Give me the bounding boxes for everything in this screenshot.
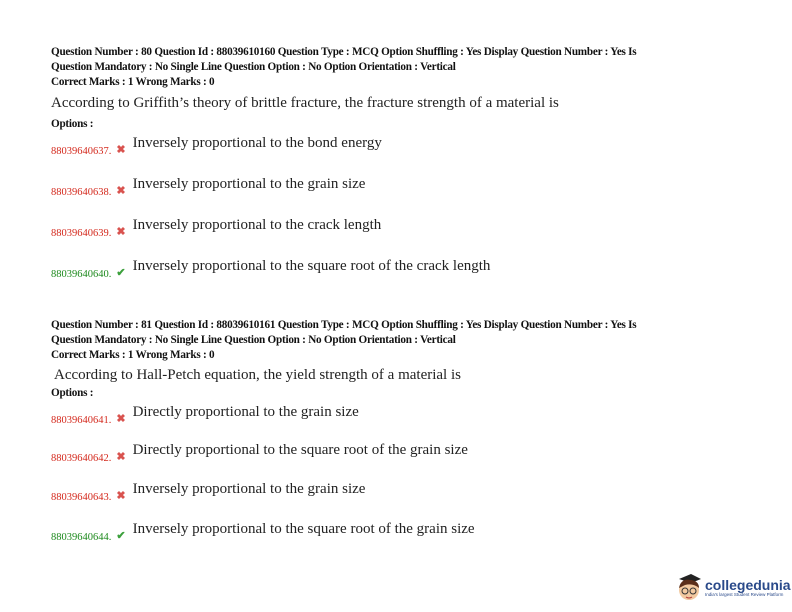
option-text: Inversely proportional to the bond energy bbox=[132, 135, 382, 151]
option-id: 88039640637. bbox=[51, 146, 112, 157]
question-meta-line2: Question Mandatory : No Single Line Question Option : No Option Orientation : Vertical bbox=[51, 61, 456, 73]
option bbox=[51, 217, 382, 239]
option-text: Inversely proportional to the grain size bbox=[132, 176, 366, 192]
mascot-icon bbox=[675, 572, 703, 602]
check-icon: ✔ bbox=[116, 267, 126, 279]
option-correct bbox=[51, 521, 475, 543]
cross-icon: ✖ bbox=[116, 490, 126, 502]
option-id: 88039640639. bbox=[51, 228, 112, 239]
option bbox=[51, 481, 366, 503]
logo-brand: collegedunia bbox=[705, 576, 791, 593]
cross-icon: ✖ bbox=[116, 451, 126, 463]
logo-tagline: India's largest Student Review Platform bbox=[705, 591, 784, 597]
option-correct bbox=[51, 258, 491, 280]
question-marks: Correct Marks : 1 Wrong Marks : 0 bbox=[51, 349, 215, 361]
option-text: Inversely proportional to the grain size bbox=[132, 481, 366, 497]
option-id: 88039640641. bbox=[51, 415, 112, 426]
cross-icon: ✖ bbox=[116, 413, 126, 425]
question-meta-line2: Question Mandatory : No Single Line Question Option : No Option Orientation : Vertical bbox=[51, 334, 456, 346]
options-label: Options : bbox=[51, 118, 94, 130]
option bbox=[51, 442, 468, 464]
option-id: 88039640638. bbox=[51, 187, 112, 198]
option-id: 88039640642. bbox=[51, 453, 112, 464]
question-meta-line1: Question Number : 81 Question Id : 88039610161 Question Type : MCQ Option Shuffling : Yes Display Question Number : Yes Is bbox=[51, 319, 637, 331]
question-marks: Correct Marks : 1 Wrong Marks : 0 bbox=[51, 76, 215, 88]
option-id: 88039640640. bbox=[51, 269, 112, 280]
collegedunia-logo bbox=[675, 572, 791, 602]
cross-icon: ✖ bbox=[116, 185, 126, 197]
option bbox=[51, 135, 382, 157]
option bbox=[51, 404, 359, 426]
option-text: Inversely proportional to the square root of the crack length bbox=[132, 258, 491, 274]
option bbox=[51, 176, 366, 198]
cross-icon: ✖ bbox=[116, 144, 126, 156]
option-id: 88039640644. bbox=[51, 532, 112, 543]
option-text: Directly proportional to the grain size bbox=[132, 404, 359, 420]
question-meta-line1: Question Number : 80 Question Id : 88039610160 Question Type : MCQ Option Shuffling : Yes Display Question Number : Yes Is bbox=[51, 46, 637, 58]
cross-icon: ✖ bbox=[116, 226, 126, 238]
option-id: 88039640643. bbox=[51, 492, 112, 503]
check-icon: ✔ bbox=[116, 530, 126, 542]
option-text: Directly proportional to the square root of the grain size bbox=[132, 442, 468, 458]
question-text: According to Griffith’s theory of brittle fracture, the fracture strength of a material is bbox=[51, 95, 559, 111]
option-text: Inversely proportional to the crack length bbox=[132, 217, 382, 233]
question-text: According to Hall-Petch equation, the yield strength of a material is bbox=[54, 367, 461, 383]
options-label: Options : bbox=[51, 387, 94, 399]
option-text: Inversely proportional to the square root of the grain size bbox=[132, 521, 475, 537]
